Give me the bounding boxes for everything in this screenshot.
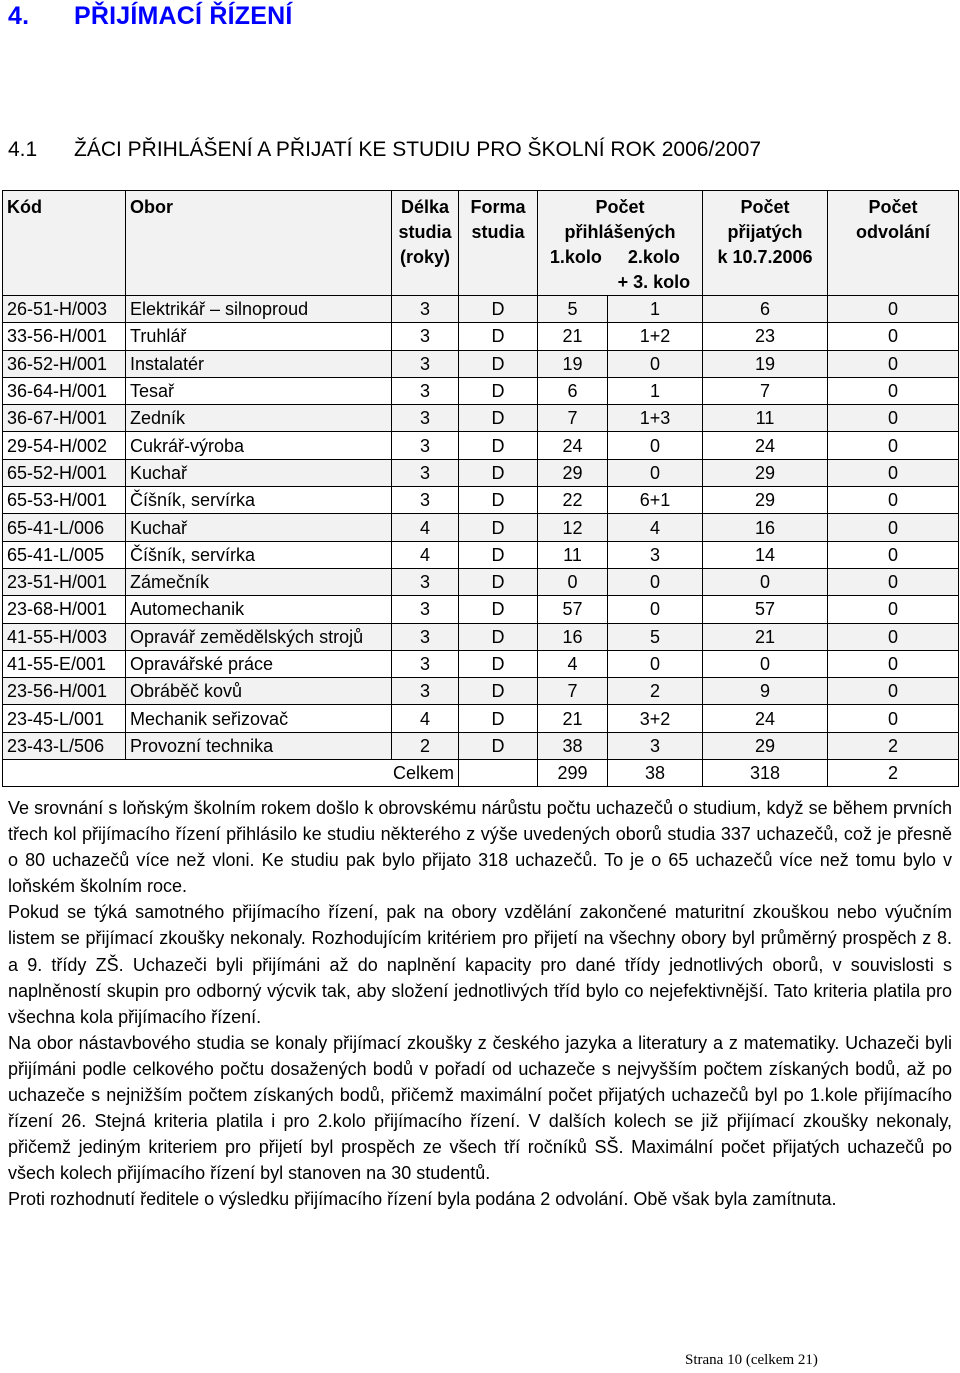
row-accepted: 29 bbox=[703, 487, 828, 514]
row-accepted: 23 bbox=[703, 323, 828, 350]
row-form: D bbox=[459, 623, 538, 650]
row-field: Obráběč kovů bbox=[126, 678, 392, 705]
row-form: D bbox=[459, 296, 538, 323]
row-appeals: 0 bbox=[828, 541, 959, 568]
row-round1: 29 bbox=[538, 459, 608, 486]
row-form: D bbox=[459, 323, 538, 350]
row-round2: 6+1 bbox=[608, 487, 703, 514]
row-round2: 3 bbox=[608, 541, 703, 568]
row-field: Mechanik seřizovač bbox=[126, 705, 392, 732]
paragraph: Proti rozhodnutí ředitele o výsledku přijímacího řízení byla podána 2 odvolání. Obě však byla zamítnuta. bbox=[8, 1189, 837, 1210]
row-accepted: 9 bbox=[703, 678, 828, 705]
row-appeals: 0 bbox=[828, 623, 959, 650]
row-code: 65-53-H/001 bbox=[3, 487, 126, 514]
table-total-row bbox=[3, 760, 959, 787]
row-accepted: 24 bbox=[703, 705, 828, 732]
page-heading bbox=[8, 2, 293, 31]
row-accepted: 29 bbox=[703, 459, 828, 486]
row-appeals: 0 bbox=[828, 405, 959, 432]
row-round2: 5 bbox=[608, 623, 703, 650]
row-code: 65-41-L/006 bbox=[3, 514, 126, 541]
total-appeals: 2 bbox=[828, 760, 959, 787]
table-row bbox=[3, 650, 959, 677]
row-field: Opravářské práce bbox=[126, 650, 392, 677]
section-title: ŽÁCI PŘIHLÁŠENÍ A PŘIJATÍ KE STUDIU PRO ŠKOLNÍ ROK 2006/2007 bbox=[74, 138, 762, 161]
row-round2: 0 bbox=[608, 459, 703, 486]
table-header-row bbox=[3, 191, 959, 296]
row-length: 3 bbox=[392, 487, 459, 514]
row-length: 4 bbox=[392, 514, 459, 541]
row-appeals: 0 bbox=[828, 678, 959, 705]
row-appeals: 0 bbox=[828, 596, 959, 623]
row-code: 65-52-H/001 bbox=[3, 459, 126, 486]
table-row bbox=[3, 459, 959, 486]
section-heading bbox=[8, 138, 761, 162]
row-code: 41-55-E/001 bbox=[3, 650, 126, 677]
row-length: 3 bbox=[392, 432, 459, 459]
row-appeals: 0 bbox=[828, 568, 959, 595]
row-code: 23-51-H/001 bbox=[3, 568, 126, 595]
header-applied: Počet přihlášených 1.kolo 2.kolo + 3. kolo bbox=[538, 191, 703, 296]
row-code: 26-51-H/003 bbox=[3, 296, 126, 323]
row-field: Cukrář-výroba bbox=[126, 432, 392, 459]
row-accepted: 24 bbox=[703, 432, 828, 459]
row-form: D bbox=[459, 432, 538, 459]
row-accepted: 6 bbox=[703, 296, 828, 323]
row-round2: 2 bbox=[608, 678, 703, 705]
row-length: 4 bbox=[392, 705, 459, 732]
row-accepted: 19 bbox=[703, 350, 828, 377]
table-row bbox=[3, 296, 959, 323]
table-row bbox=[3, 732, 959, 759]
row-form: D bbox=[459, 459, 538, 486]
row-accepted: 57 bbox=[703, 596, 828, 623]
table-row bbox=[3, 678, 959, 705]
row-accepted: 14 bbox=[703, 541, 828, 568]
row-round2: 3 bbox=[608, 732, 703, 759]
row-form: D bbox=[459, 732, 538, 759]
row-field: Zedník bbox=[126, 405, 392, 432]
row-code: 65-41-L/005 bbox=[3, 541, 126, 568]
row-length: 3 bbox=[392, 323, 459, 350]
row-code: 23-45-L/001 bbox=[3, 705, 126, 732]
header-round2: 2.kolo + 3. kolo bbox=[617, 247, 691, 292]
row-field: Truhlář bbox=[126, 323, 392, 350]
row-field: Automechanik bbox=[126, 596, 392, 623]
row-appeals: 0 bbox=[828, 705, 959, 732]
row-field: Číšník, servírka bbox=[126, 541, 392, 568]
row-field: Zámečník bbox=[126, 568, 392, 595]
row-form: D bbox=[459, 350, 538, 377]
header-round1: 1.kolo bbox=[549, 247, 602, 267]
row-appeals: 0 bbox=[828, 296, 959, 323]
table-row bbox=[3, 541, 959, 568]
row-form: D bbox=[459, 596, 538, 623]
row-length: 3 bbox=[392, 350, 459, 377]
row-accepted: 16 bbox=[703, 514, 828, 541]
row-appeals: 0 bbox=[828, 432, 959, 459]
table-row bbox=[3, 350, 959, 377]
row-appeals: 2 bbox=[828, 732, 959, 759]
row-appeals: 0 bbox=[828, 350, 959, 377]
paragraph: Pokud se týká samotného přijímacího řízení, pak na obory vzdělání zakončené maturitní zkouškou nebo výučním listem se přijímací zkoušky nekonaly. Rozhodujícím kritériem pro přijetí na všechny obory byl průměrný prospěch z 8. a 9. třídy ZŠ. Uchazeči byli přijímáni až do naplnění kapacity pro dané třídy jednotlivých oborů, v souvislosti s naplněností skupin pro odborný výcvik tak, aby složení jednotlivých tříd bylo co nejefektivnější. Tato kriteria platila pro všechna kola přijímacího řízení. bbox=[8, 902, 952, 1027]
header-appeals: Počet odvolání bbox=[828, 191, 959, 296]
total-round1: 299 bbox=[538, 760, 608, 787]
row-length: 3 bbox=[392, 459, 459, 486]
row-length: 3 bbox=[392, 377, 459, 404]
row-round1: 19 bbox=[538, 350, 608, 377]
heading-number: 4. bbox=[8, 2, 30, 30]
row-form: D bbox=[459, 678, 538, 705]
total-accepted: 318 bbox=[703, 760, 828, 787]
row-form: D bbox=[459, 487, 538, 514]
row-round2: 0 bbox=[608, 568, 703, 595]
row-form: D bbox=[459, 377, 538, 404]
row-round2: 0 bbox=[608, 350, 703, 377]
row-round1: 11 bbox=[538, 541, 608, 568]
row-length: 3 bbox=[392, 568, 459, 595]
row-code: 23-56-H/001 bbox=[3, 678, 126, 705]
row-length: 3 bbox=[392, 650, 459, 677]
row-appeals: 0 bbox=[828, 487, 959, 514]
row-round1: 22 bbox=[538, 487, 608, 514]
row-field: Kuchař bbox=[126, 514, 392, 541]
row-form: D bbox=[459, 568, 538, 595]
table-row bbox=[3, 377, 959, 404]
row-length: 3 bbox=[392, 623, 459, 650]
table-row bbox=[3, 596, 959, 623]
row-field: Kuchař bbox=[126, 459, 392, 486]
row-field: Opravář zemědělských strojů bbox=[126, 623, 392, 650]
row-field: Číšník, servírka bbox=[126, 487, 392, 514]
row-form: D bbox=[459, 405, 538, 432]
row-field: Elektrikář – silnoproud bbox=[126, 296, 392, 323]
row-accepted: 11 bbox=[703, 405, 828, 432]
row-code: 36-64-H/001 bbox=[3, 377, 126, 404]
header-accepted: Počet přijatých k 10.7.2006 bbox=[703, 191, 828, 296]
row-accepted: 0 bbox=[703, 568, 828, 595]
table-row bbox=[3, 568, 959, 595]
row-code: 36-67-H/001 bbox=[3, 405, 126, 432]
header-form: Forma studia bbox=[459, 191, 538, 296]
table-row bbox=[3, 487, 959, 514]
row-round2: 1+2 bbox=[608, 323, 703, 350]
header-length: Délka studia (roky) bbox=[392, 191, 459, 296]
row-round2: 0 bbox=[608, 596, 703, 623]
row-round1: 12 bbox=[538, 514, 608, 541]
table-row bbox=[3, 432, 959, 459]
row-round1: 7 bbox=[538, 678, 608, 705]
row-round1: 5 bbox=[538, 296, 608, 323]
row-length: 4 bbox=[392, 541, 459, 568]
heading-title: PŘIJÍMACÍ ŘÍZENÍ bbox=[74, 2, 293, 30]
row-code: 41-55-H/003 bbox=[3, 623, 126, 650]
row-round1: 21 bbox=[538, 705, 608, 732]
table-row bbox=[3, 705, 959, 732]
total-empty bbox=[459, 760, 538, 787]
table-row bbox=[3, 623, 959, 650]
row-length: 2 bbox=[392, 732, 459, 759]
body-text bbox=[8, 795, 952, 1213]
row-round2: 1 bbox=[608, 377, 703, 404]
row-length: 3 bbox=[392, 678, 459, 705]
page-footer: Strana 10 (celkem 21) bbox=[685, 1352, 818, 1368]
row-code: 29-54-H/002 bbox=[3, 432, 126, 459]
row-appeals: 0 bbox=[828, 650, 959, 677]
row-round1: 7 bbox=[538, 405, 608, 432]
section-number: 4.1 bbox=[8, 138, 38, 161]
row-form: D bbox=[459, 541, 538, 568]
row-code: 36-52-H/001 bbox=[3, 350, 126, 377]
row-round1: 0 bbox=[538, 568, 608, 595]
header-field: Obor bbox=[126, 191, 392, 296]
row-appeals: 0 bbox=[828, 377, 959, 404]
row-round1: 57 bbox=[538, 596, 608, 623]
row-appeals: 0 bbox=[828, 323, 959, 350]
paragraph: Na obor nástavbového studia se konaly přijímací zkoušky z českého jazyka a literatury a z matematiky. Uchazeči byli přijímáni podle celkového počtu dosažených bodů v pořadí od uchazeče s nejvyšším počtem získaných bodů, až po uchazeče s nejnižším počtem získaných bodů, přičemž maximální počet přijatých uchazečů byl po 1.kole přijímacího řízení 26. Stejná kriteria platila i pro 2.kolo přijímacího řízení. V dalších kolech se již přijímací zkoušky nekonaly, přičemž jediným kriteriem pro přijetí byl prospěch ze všech tří ročníků SŠ. Maximální počet přijatých uchazečů po všech kolech přijímacího řízení byl stanoven na 30 studentů. bbox=[8, 1032, 952, 1184]
total-label: Celkem bbox=[3, 760, 459, 787]
table-row bbox=[3, 323, 959, 350]
row-form: D bbox=[459, 705, 538, 732]
admissions-table bbox=[2, 190, 959, 787]
row-appeals: 0 bbox=[828, 514, 959, 541]
row-round1: 16 bbox=[538, 623, 608, 650]
table-row bbox=[3, 514, 959, 541]
row-length: 3 bbox=[392, 405, 459, 432]
row-round2: 3+2 bbox=[608, 705, 703, 732]
row-field: Provozní technika bbox=[126, 732, 392, 759]
row-field: Instalatér bbox=[126, 350, 392, 377]
row-round1: 24 bbox=[538, 432, 608, 459]
row-round1: 4 bbox=[538, 650, 608, 677]
row-round2: 0 bbox=[608, 650, 703, 677]
row-length: 3 bbox=[392, 296, 459, 323]
header-code: Kód bbox=[3, 191, 126, 296]
row-round2: 0 bbox=[608, 432, 703, 459]
row-round1: 21 bbox=[538, 323, 608, 350]
row-code: 33-56-H/001 bbox=[3, 323, 126, 350]
row-code: 23-43-L/506 bbox=[3, 732, 126, 759]
row-form: D bbox=[459, 650, 538, 677]
row-accepted: 21 bbox=[703, 623, 828, 650]
row-field: Tesař bbox=[126, 377, 392, 404]
row-round2: 1+3 bbox=[608, 405, 703, 432]
row-round1: 6 bbox=[538, 377, 608, 404]
row-code: 23-68-H/001 bbox=[3, 596, 126, 623]
total-round2: 38 bbox=[608, 760, 703, 787]
row-round2: 1 bbox=[608, 296, 703, 323]
row-appeals: 0 bbox=[828, 459, 959, 486]
table-row bbox=[3, 405, 959, 432]
row-length: 3 bbox=[392, 596, 459, 623]
row-form: D bbox=[459, 514, 538, 541]
row-round2: 4 bbox=[608, 514, 703, 541]
row-accepted: 7 bbox=[703, 377, 828, 404]
row-accepted: 0 bbox=[703, 650, 828, 677]
row-round1: 38 bbox=[538, 732, 608, 759]
paragraph: Ve srovnání s loňským školním rokem došlo k obrovskému nárůstu počtu uchazečů o studium, když se během prvních třech kol přijímacího řízení přihlásilo ke studiu některého z výše uvedených oborů studia 337 uchazečů, což je přesně o 80 uchazečů více než vloni. Ke studiu pak bylo přijato 318 uchazečů. To je o 65 uchazečů více než tomu bylo v loňském školním roce. bbox=[8, 798, 952, 897]
row-accepted: 29 bbox=[703, 732, 828, 759]
